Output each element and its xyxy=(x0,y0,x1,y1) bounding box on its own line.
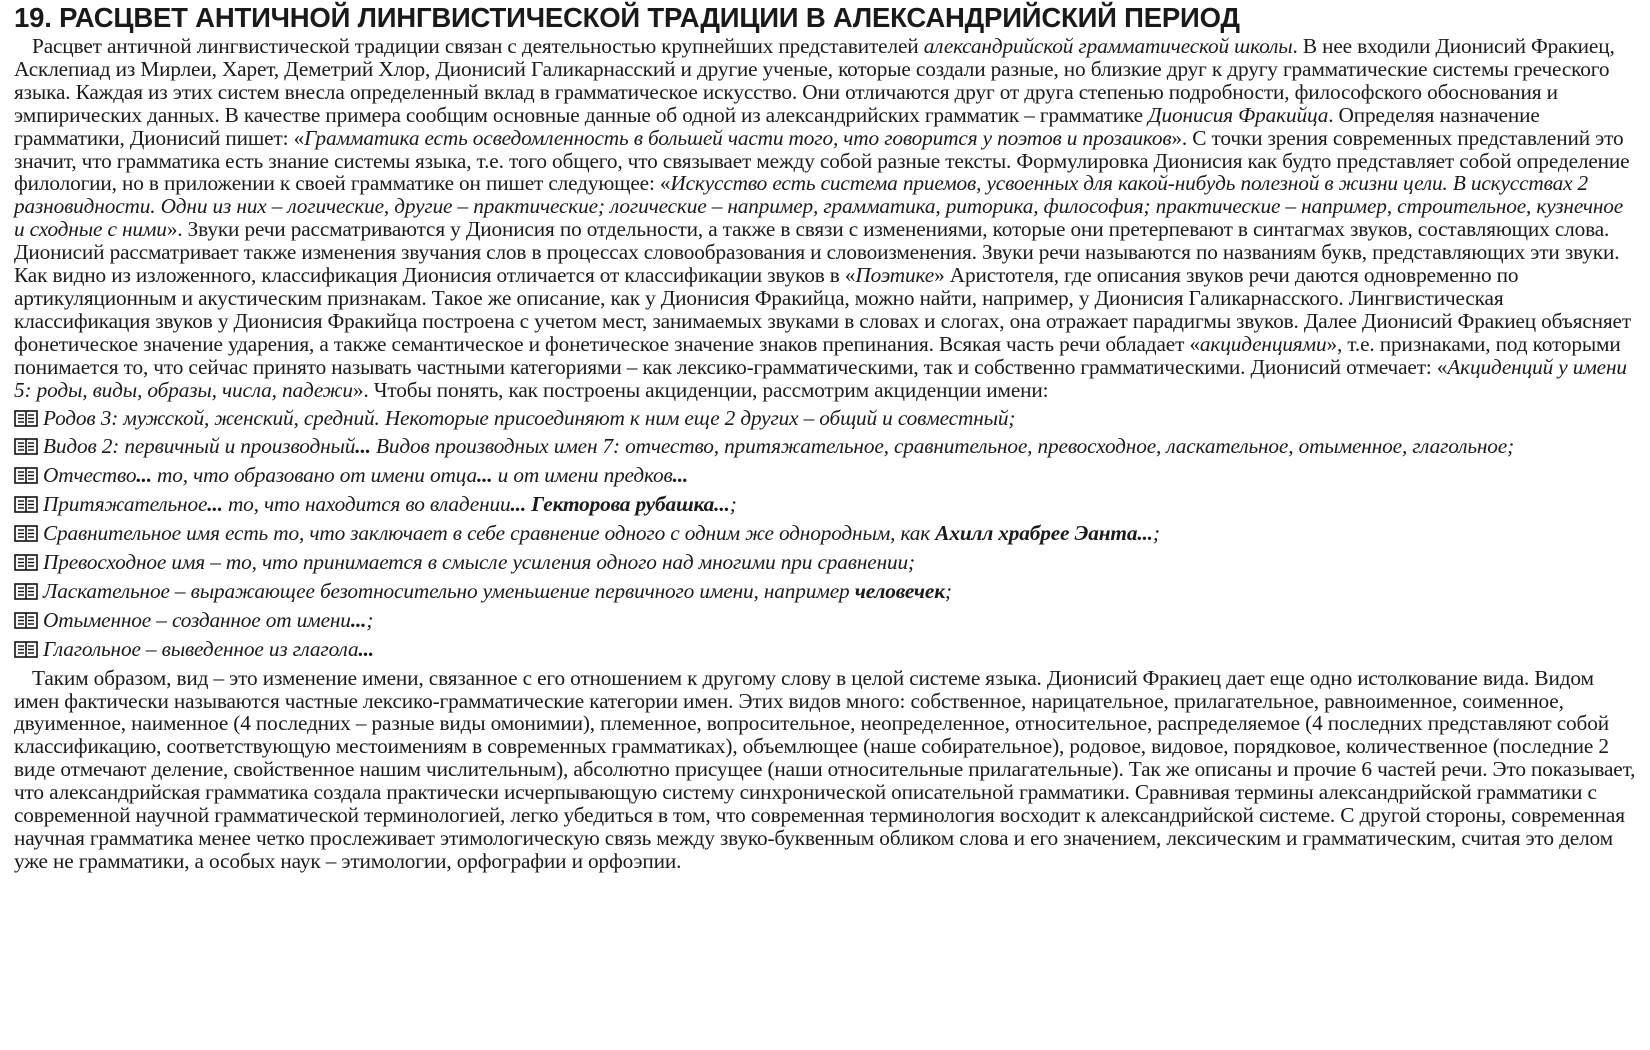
intro-paragraph xyxy=(14,35,1636,402)
bold-run: Ахилл храбрее Эанта... xyxy=(935,521,1153,546)
list-item xyxy=(14,580,1636,603)
book-icon xyxy=(14,496,38,513)
text-run: », т.е. признаками, под которыми понимается то, что сейчас принято называть частными категориями – как лексико-грамматическими, так и собственно грамматическими. Дионисий отмечает: « xyxy=(14,331,1621,379)
bold-run: ... xyxy=(358,636,374,661)
accidents-list xyxy=(14,407,1636,661)
italic-run: Акциденций у имени 5: роды, виды, образы, числа, падежи xyxy=(14,354,1627,402)
text-run: ». Чтобы понять, как построены акциденции, рассмотрим акциденции имени: xyxy=(352,377,1049,402)
text-run: ; xyxy=(366,607,374,632)
book-icon xyxy=(14,583,38,600)
italic-run: александрийской грамматической школы xyxy=(923,34,1293,58)
text-run: ; xyxy=(729,492,737,517)
book-icon xyxy=(14,525,38,542)
bold-run: ... xyxy=(476,463,493,488)
list-item xyxy=(14,407,1636,430)
list-item xyxy=(14,638,1636,661)
bold-run: ... xyxy=(136,463,152,488)
text-run: Ласкательное – выражающее безотносительно уменьшение первичного имени, например xyxy=(43,578,855,603)
italic-run: Грамматика есть осведомленность в большей части того, что говорится у поэтов и прозаиков xyxy=(304,125,1172,150)
text-run: Видов 2: первичный и производный xyxy=(43,434,356,459)
text-run: . В нее входили Дионисий Фракиец, Асклепиад из Мирлеи, Харет, Деметрий Хлор, Дионисий Галикарнасский и другие ученые, которые создали разные, но близкие друг к другу грамматические системы греческого языка. Каждая из этих систем внесла определенный вклад в грамматическое искусство. Они отличаются друг от друга степенью подробности, философского обоснования и эмпирических данных. В качестве примера сообщим основные данные об одной из александрийских грамматик – грамматике xyxy=(14,34,1615,127)
text-run: Сравнительное имя есть то, что заключает в себе сравнение одного с одним же однородным, как xyxy=(43,521,936,546)
text-run: Родов 3: мужской, женский, средний. Некоторые присоединяют к ним еще 2 других – общий и совместный; xyxy=(43,405,1016,430)
text-run: Видов производных имен 7: отчество, притяжательное, сравнительное, превосходное, ласкательное, отыменное, глагольное; xyxy=(370,434,1515,459)
list-item xyxy=(14,551,1636,574)
italic-run: акциденциями xyxy=(1199,331,1327,356)
text-run: Отчество xyxy=(43,463,137,488)
list-item xyxy=(14,435,1636,458)
text-run: . Определяя назначение грамматики, Дионисий пишет: « xyxy=(14,102,1540,150)
book-icon xyxy=(14,554,38,571)
bold-run: человечек xyxy=(854,578,945,603)
text-run: » Аристотеля, где описания звуков речи даются одновременно по артикуляционным и акустическим признакам. Такое же описание, как у Дионисия Фракийца, можно найти, например, у Дионисия Галикарнасского. Лингвистическая классификация звуков у Дионисия Фракийца построена с учетом мест, занимаемых звуками в словах и слогах, она отражает парадигмы звуков. Далее Дионисий Фракиец объясняет фонетическое значение ударения, а также семантическое и фонетическое значение знаков препинания. Всякая часть речи обладает « xyxy=(14,263,1632,356)
text-run: ; xyxy=(1152,521,1160,546)
bold-run: ... xyxy=(207,492,223,517)
bold-run: ... xyxy=(355,434,371,459)
text-run: Расцвет античной лингвистической традиции связан с деятельностью крупнейших представителей xyxy=(32,34,924,58)
bold-run: ... xyxy=(672,463,689,488)
text-run: ». С точки зрения современных представлений это значит, что грамматика есть знание системы языка, т.е. того общего, что связывает между собой разные тексты. Формулировка Дионисия как будто представляет собой определение филологии, но в приложении к своей грамматике он пишет следующее: « xyxy=(14,125,1630,196)
text-run: Глагольное – выведенное из глагола xyxy=(43,636,359,661)
page-title: 19. РАСЦВЕТ АНТИЧНОЙ ЛИНГВИСТИЧЕСКОЙ ТРАДИЦИИ В АЛЕКСАНДРИЙСКИЙ ПЕРИОД xyxy=(14,2,1240,33)
list-item xyxy=(14,493,1636,516)
book-icon xyxy=(14,410,38,427)
text-run: Превосходное имя – то, что принимается в смысле усиления одного над многими при сравнении; xyxy=(43,550,915,575)
text-run: то, что находится во владении xyxy=(222,492,511,517)
bold-run: ... Гекторова рубашка... xyxy=(510,492,730,517)
italic-run: Дионисия Фракийца xyxy=(1148,102,1329,127)
book-icon xyxy=(14,612,38,629)
book-icon xyxy=(14,438,38,455)
text-run: Отыменное – созданное от имени xyxy=(43,607,351,632)
document-page xyxy=(14,2,1636,873)
italic-run: Искусство есть система приемов, усвоенных для какой-нибудь полезной в жизни цели. В искусствах 2 разновидности. Одни из них – логические, другие – практические; логические – например, грамматика, риторика, философия; практические – например, строительное, кузнечное и сходные с ними xyxy=(14,171,1624,242)
text-run: Притяжательное xyxy=(43,492,208,517)
list-item xyxy=(14,522,1636,545)
list-item xyxy=(14,609,1636,632)
italic-run: Поэтике xyxy=(855,263,935,288)
text-run: ». Звуки речи рассматриваются у Дионисия по отдельности, а также в связи с изменениями, которые они претерпевают в синтагмах звуков, составляющих слова. Дионисий рассматривает также изменения звучания слов в процессах словообразования и словоизменения. Звуки речи называются по названиям букв, представляющих эти звуки. Как видно из изложенного, классификация Дионисия отличается от классификации звуков в « xyxy=(14,217,1620,288)
text-run: то, что образовано от имени отца xyxy=(151,463,477,488)
book-icon xyxy=(14,641,38,658)
text-run: и от имени предков xyxy=(492,463,673,488)
book-icon xyxy=(14,467,38,484)
conclusion-paragraph: Таким образом, вид – это изменение имени, связанное с его отношением к другому слову в целой системе языка. Дионисий Фракиец дает еще одно истолкование вида. Видом имен фактически называются частные лексико-грамматические категории имен. Этих видов много: собственное, нарицательное, прилагательное, равноименное, соименное, двуименное, наименное (4 последних – разные виды омонимии), племенное, вопросительное, неопределенное, относительное, распределяемое (4 последних представляют собой классификацию, соответствующую местоимениям в современных грамматиках), объемлющее (наше собирательное), родовое, видовое, порядковое, количественное (последние 2 виде отмечают деление, свойственное нашим числительным), абсолютно присущее (наши относительные прилагательные). Так же описаны и прочие 6 частей речи. Это показывает, что александрийская грамматика создала практически исчерпывающую систему синхронической описательной грамматики. Сравнивая термины александрийской грамматики с современной научной грамматической терминологией, легко убедиться в том, что современная терминология восходит к александрийской системе. С другой стороны, современная научная грамматика менее четко прослеживает этимологическую связь между звуко-буквенным обликом слова и его значением, лексическим и грамматическим, считая это делом уже не грамматики, а особых наук – этимологии, орфографии и орфоэпии. xyxy=(14,665,1636,873)
text-run: ; xyxy=(944,578,952,603)
list-item xyxy=(14,464,1636,487)
bold-run: ... xyxy=(350,607,367,632)
